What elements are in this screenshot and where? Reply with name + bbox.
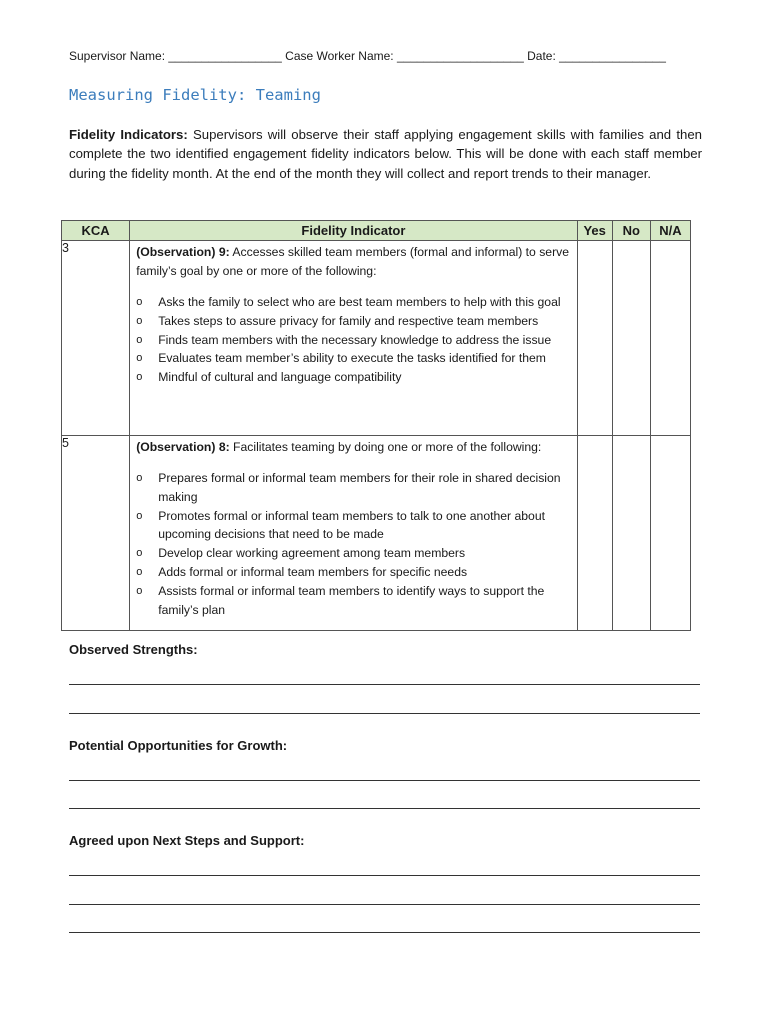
yes-checkbox-cell[interactable]: [577, 436, 612, 631]
header-fields-line: Supervisor Name: _________________ Case Worker Name: ___________________ Date: ________________: [69, 49, 666, 63]
observation-label: (Observation) 9:: [136, 245, 230, 259]
header-na: N/A: [650, 221, 690, 241]
observation-label: (Observation) 8:: [136, 440, 230, 454]
header-kca: KCA: [62, 221, 130, 241]
strengths-line-2[interactable]: [69, 713, 700, 714]
observation-text: Facilitates teaming by doing one or more of the following:: [229, 440, 542, 454]
observation-heading: [130, 241, 576, 281]
next-steps-line-1[interactable]: [69, 875, 700, 876]
option-list: [130, 469, 576, 627]
observation-text: Accesses skilled team members (formal and informal) to serve family’s goal by one or more of the following:: [136, 245, 570, 278]
list-item: [136, 544, 576, 563]
strengths-line-1[interactable]: [69, 684, 700, 685]
observation-heading: [130, 436, 576, 457]
option-text: Adds formal or informal team members for specific needs: [158, 564, 468, 579]
header-fidelity-indicator: Fidelity Indicator: [130, 221, 577, 241]
list-item: [136, 582, 576, 620]
no-checkbox-cell[interactable]: [612, 241, 650, 436]
na-checkbox-cell[interactable]: [650, 241, 690, 436]
option-text: Takes steps to assure privacy for family and respective team members: [158, 313, 539, 328]
option-text: Asks the family to select who are best team members to help with this goal: [158, 295, 561, 309]
observed-strengths-heading: Observed Strengths:: [69, 642, 198, 657]
indicator-cell: [130, 436, 577, 631]
growth-line-1[interactable]: [69, 780, 700, 781]
option-text: Mindful of cultural and language compatibility: [158, 370, 402, 385]
option-text: Assists formal or informal team members to identify ways to support the family’s plan: [158, 583, 545, 617]
list-item: [136, 469, 576, 507]
list-item: [136, 312, 576, 331]
option-list: [130, 293, 576, 395]
yes-checkbox-cell[interactable]: [577, 241, 612, 436]
option-text: Evaluates team member’s ability to execute the tasks identified for them: [158, 351, 546, 366]
bullet-marker: o: [136, 352, 143, 365]
list-item: [136, 331, 576, 350]
indicator-cell: [130, 241, 577, 436]
intro-label: Fidelity Indicators:: [69, 127, 188, 142]
bullet-marker: o: [136, 584, 143, 597]
growth-opportunities-heading: Potential Opportunities for Growth:: [69, 738, 288, 753]
option-text: Finds team members with the necessary knowledge to address the issue: [158, 332, 552, 347]
list-item: [136, 368, 576, 387]
na-checkbox-cell[interactable]: [650, 436, 690, 631]
intro-text: Supervisors will observe their staff applying engagement skills with families and then complete the two identified engagement fidelity indicators below. This will be done with each staff member during the fidelity month. At the end of the month they will collect and report trends to their manager.: [69, 127, 702, 181]
option-text: Prepares formal or informal team members for their role in shared decision making: [158, 471, 561, 504]
bullet-marker: o: [136, 296, 143, 308]
bullet-marker: o: [136, 333, 143, 346]
list-item: [136, 293, 576, 312]
list-item: [136, 349, 576, 368]
list-item: [136, 563, 576, 582]
table-row: [62, 436, 691, 631]
header-no: No: [612, 221, 650, 241]
next-steps-line-2[interactable]: [69, 904, 700, 905]
kca-cell: 3: [62, 241, 130, 436]
next-steps-heading: Agreed upon Next Steps and Support:: [69, 833, 305, 848]
table-row: [62, 241, 691, 436]
page-title: Measuring Fidelity: Teaming: [69, 86, 321, 104]
bullet-marker: o: [136, 314, 143, 327]
intro-paragraph: [69, 125, 702, 183]
bullet-marker: o: [136, 547, 143, 560]
kca-cell: 5: [62, 436, 130, 631]
no-checkbox-cell[interactable]: [612, 436, 650, 631]
bullet-marker: o: [136, 472, 143, 484]
bullet-marker: o: [136, 509, 143, 522]
bullet-marker: o: [136, 565, 143, 578]
list-item: [136, 507, 576, 545]
fidelity-table: [61, 220, 691, 631]
table-header-row: [62, 221, 691, 241]
bullet-marker: o: [136, 371, 143, 384]
option-text: Promotes formal or informal team members to talk to one another about upcoming decisions that need to be made: [158, 508, 545, 542]
next-steps-line-3[interactable]: [69, 932, 700, 933]
option-text: Develop clear working agreement among team members: [158, 546, 466, 561]
growth-line-2[interactable]: [69, 808, 700, 809]
header-yes: Yes: [577, 221, 612, 241]
